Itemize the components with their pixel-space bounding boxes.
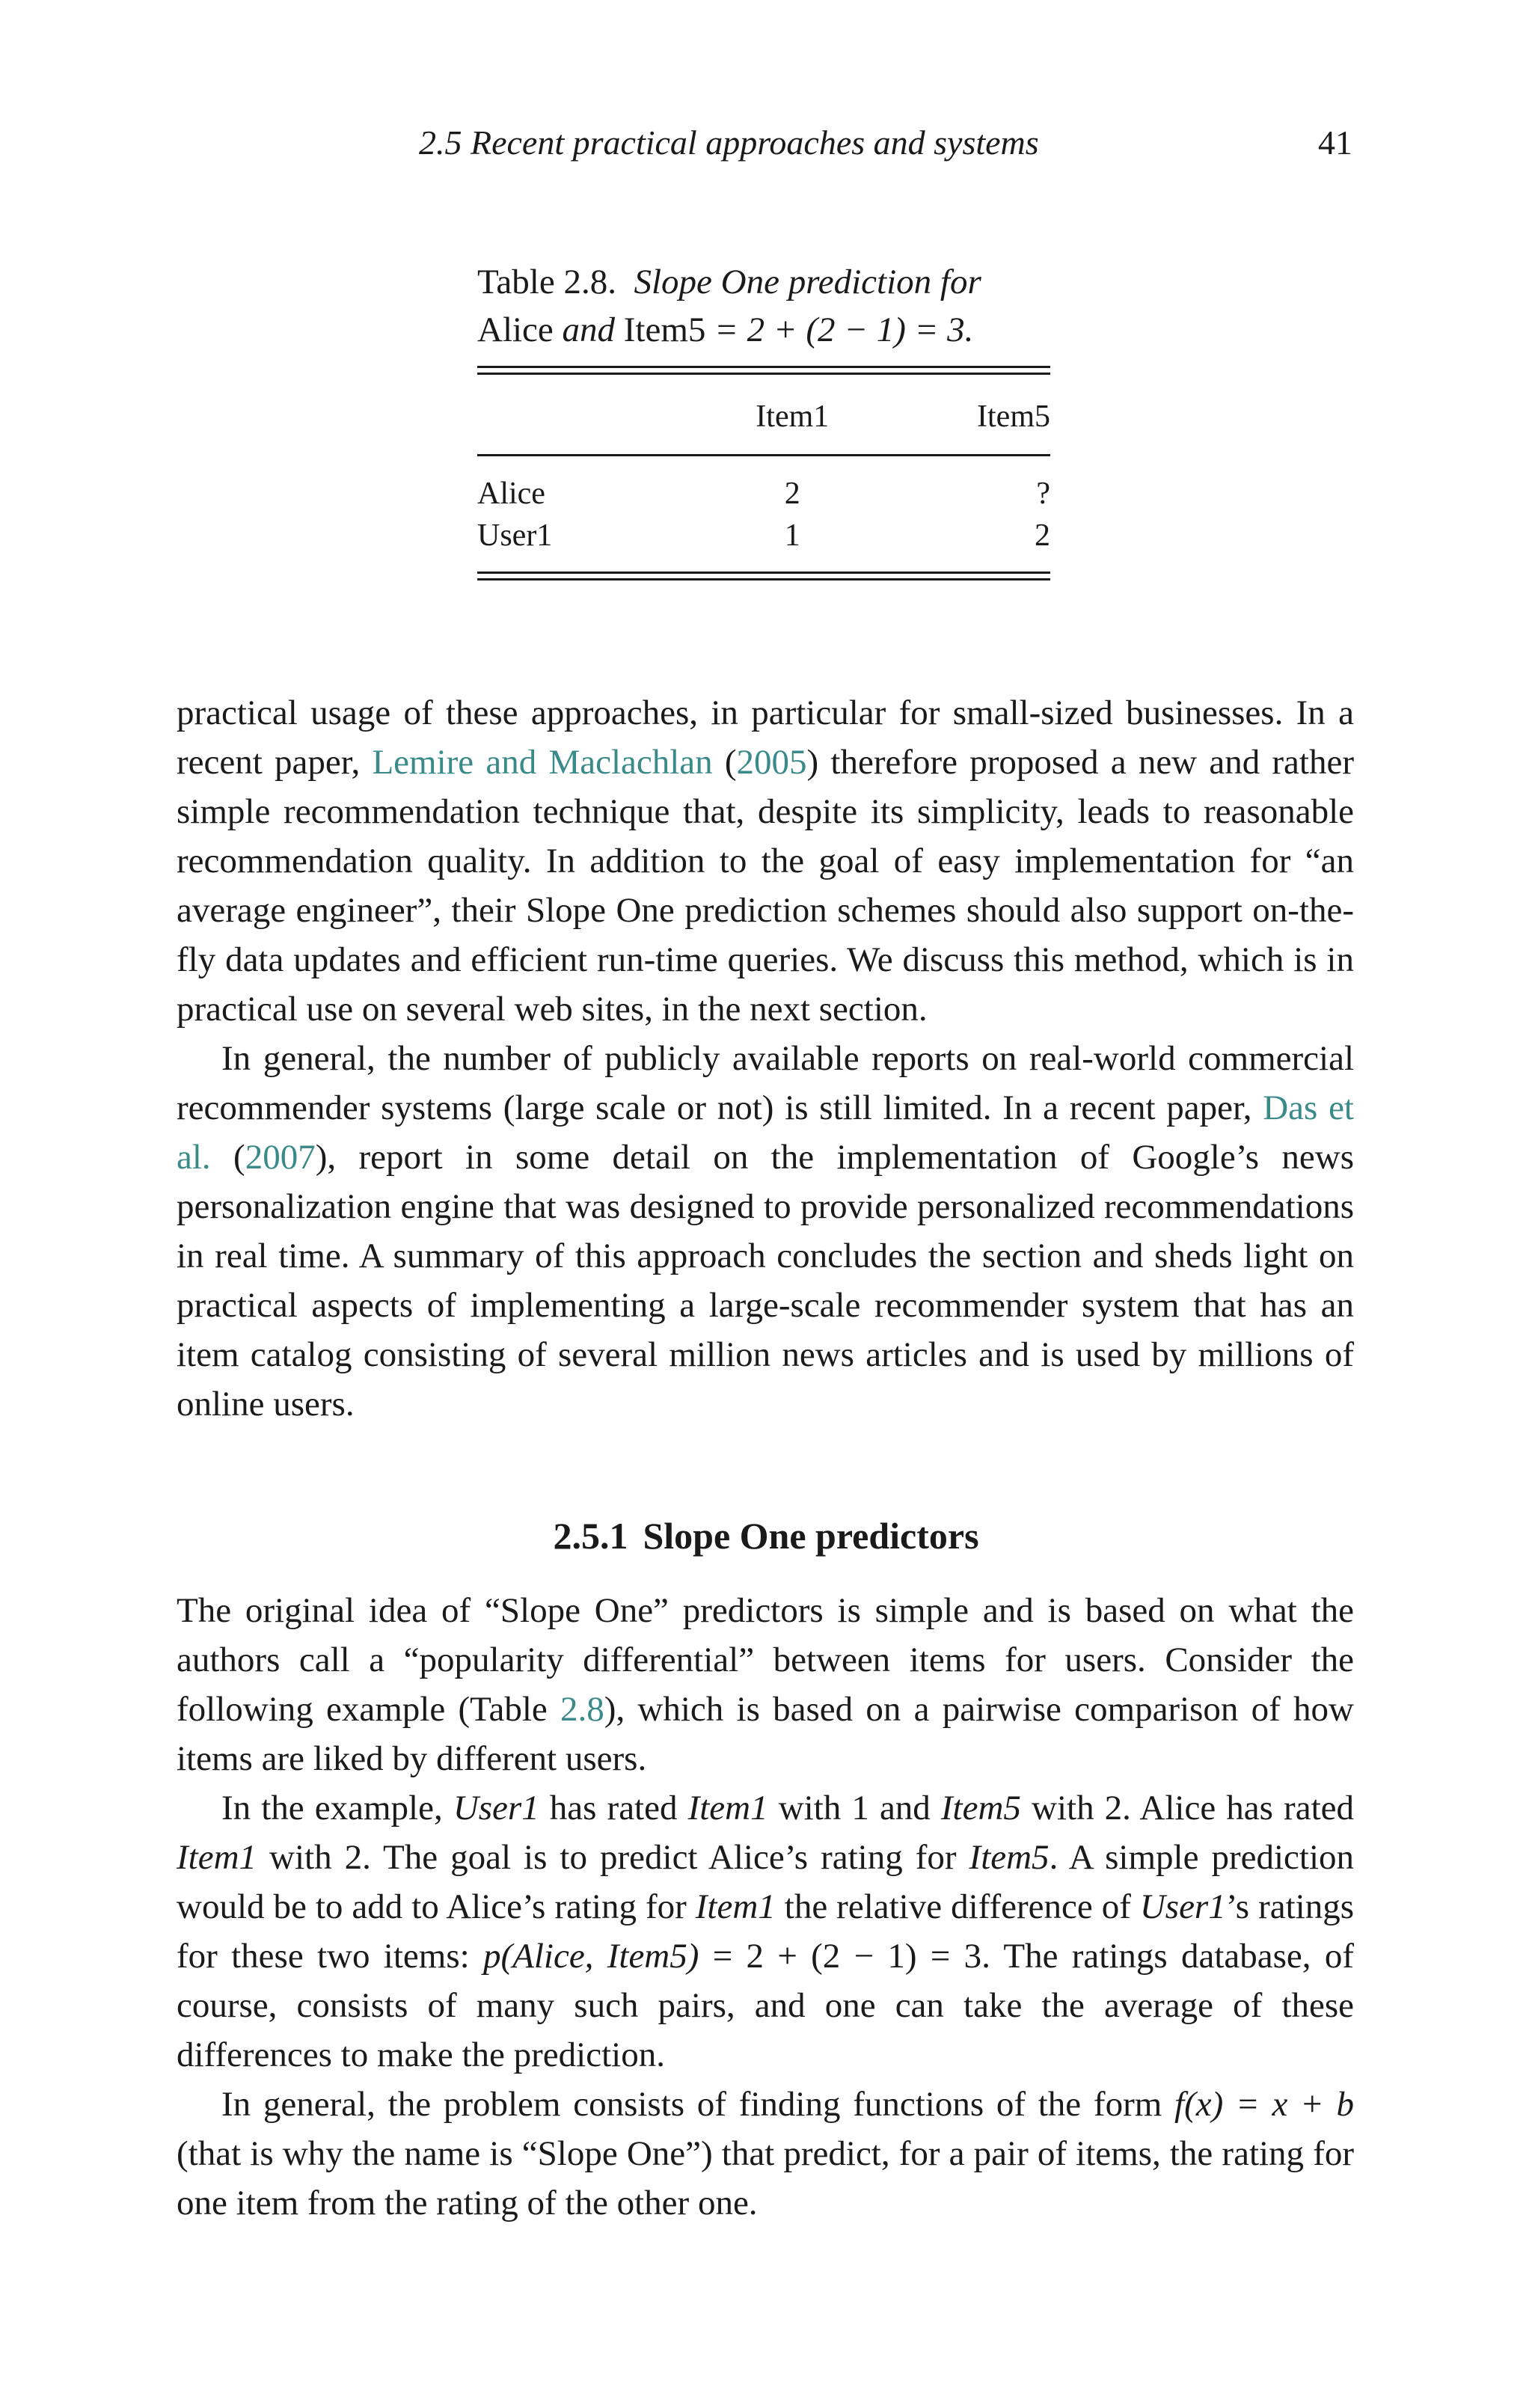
data-table-body (477, 473, 1050, 557)
table-header-cell (477, 396, 706, 438)
text-run: has rated (539, 1789, 688, 1828)
text-run: Item1 (177, 1838, 257, 1877)
text-run: ), which is based on a pairwise comparison of how items are liked by different users. (177, 1690, 1354, 1778)
text-run: In the example, (221, 1789, 453, 1828)
table-top-rule (477, 366, 1050, 375)
body-text-lower (177, 1586, 1354, 2228)
table-caption (477, 258, 1050, 354)
text-run: User1 (453, 1789, 539, 1828)
paragraph (177, 1034, 1354, 1429)
paragraph (177, 1586, 1354, 1783)
table-row (477, 515, 1050, 557)
table-header-cell: Item5 (977, 399, 1050, 434)
page-number: 41 (1318, 123, 1352, 162)
text-run: Item5 (940, 1789, 1021, 1828)
section-heading (0, 1515, 1532, 1557)
table-cell: 1 (784, 518, 800, 553)
table-cell: 2 (1035, 518, 1050, 553)
citation-link[interactable]: Das et al. (177, 1088, 1354, 1177)
text-run: the relative difference of (775, 1887, 1140, 1926)
body-text-upper (177, 688, 1354, 1429)
table-cell: ? (1036, 477, 1050, 511)
paragraph (177, 1783, 1354, 2080)
caption-title: Slope One prediction for (634, 263, 981, 301)
table-cell: User1 (477, 518, 553, 553)
table-block (477, 258, 1050, 580)
section-title: Slope One predictors (643, 1515, 979, 1557)
table-bottom-rule (477, 572, 1050, 580)
text-run: . A simple prediction would be to add to Alice’s rating for (177, 1838, 1354, 1926)
table-header-row (477, 396, 1050, 438)
text-run: In general, the problem consists of finding functions of the form (221, 2085, 1175, 2124)
formula: = 2 + (2 − 1) = 3 (699, 1937, 982, 1976)
table-cell: 2 (784, 477, 800, 511)
caption-formula: = 2 + (2 − 1) = 3. (714, 310, 974, 349)
section-number: 2.5.1 (553, 1515, 628, 1557)
text-run: with 2. The goal is to predict Alice’s rating for (257, 1838, 969, 1877)
text-run: with 2. Alice has rated (1020, 1789, 1354, 1828)
text-run: The original idea of “Slope One” predictors is simple and is based on what the authors call a “popularity differential” between items for users. Consider the following example (Table (177, 1591, 1354, 1729)
text-run: (that is why the name is “Slope One”) that predict, for a pair of items, the rating for one item from the rating of the other one. (177, 2134, 1354, 2222)
citation-year-link[interactable]: 2007 (245, 1138, 316, 1177)
text-run: ( (210, 1138, 245, 1177)
table-header-cell: Item1 (756, 399, 830, 434)
text-run: practical usage of these approaches, in particular for small-sized businesses. In a recent paper, (177, 693, 1354, 782)
formula: p(Alice, Item5) (482, 1937, 699, 1976)
table-ref-link[interactable]: 2.8 (560, 1690, 604, 1729)
text-run: In general, the number of publicly available reports on real-world commercial recommender systems (large scale or not) is still limited. In a recent paper, (177, 1039, 1354, 1127)
caption-item5: Item5 (623, 310, 706, 349)
table-row (477, 473, 1050, 515)
text-run: ), report in some detail on the implementation of Google’s news personalization engine that was designed to provide personalized recommendations in real time. A summary of this approach concludes the section and sheds light on practical aspects of implementing a large-scale recommender system that has an item catalog consisting of several million news articles and is used by millions of online users. (177, 1138, 1355, 1424)
text-run: with 1 and (767, 1789, 941, 1828)
citation-year-link[interactable]: 2005 (736, 743, 807, 782)
text-run: ) therefore proposed a new and rather simple recommendation technique that, despite its simplicity, leads to reasonable recommendation quality. In addition to the goal of easy implementation for “an average engineer”, their Slope One prediction schemes should also support on-the-fly data updates and efficient run-time queries. We discuss this method, which is in practical use on several web sites, in the next section. (177, 743, 1354, 1029)
caption-and: and (562, 310, 616, 349)
text-run: Item1 (687, 1789, 768, 1828)
data-table (477, 396, 1050, 438)
caption-label: Table 2.8. (477, 263, 616, 301)
running-head: 2.5 Recent practical approaches and systems (419, 123, 1039, 162)
text-run: ’s ratings for these two items: (177, 1887, 1354, 1976)
text-run: . The ratings database, of course, consists of many such pairs, and one can take the average of these differences to make the prediction. (177, 1937, 1354, 2074)
text-run: Item5 (969, 1838, 1050, 1877)
text-run: ( (712, 743, 737, 782)
citation-link[interactable]: Lemire and Maclachlan (372, 743, 713, 782)
formula: f(x) = x + b (1174, 2085, 1355, 2124)
text-run: Item1 (695, 1887, 776, 1926)
table-mid-rule (477, 454, 1050, 456)
text-run: User1 (1139, 1887, 1226, 1926)
table-cell: Alice (477, 477, 545, 511)
paragraph (177, 688, 1354, 1034)
caption-alice: Alice (477, 310, 554, 349)
paragraph (177, 2080, 1354, 2228)
